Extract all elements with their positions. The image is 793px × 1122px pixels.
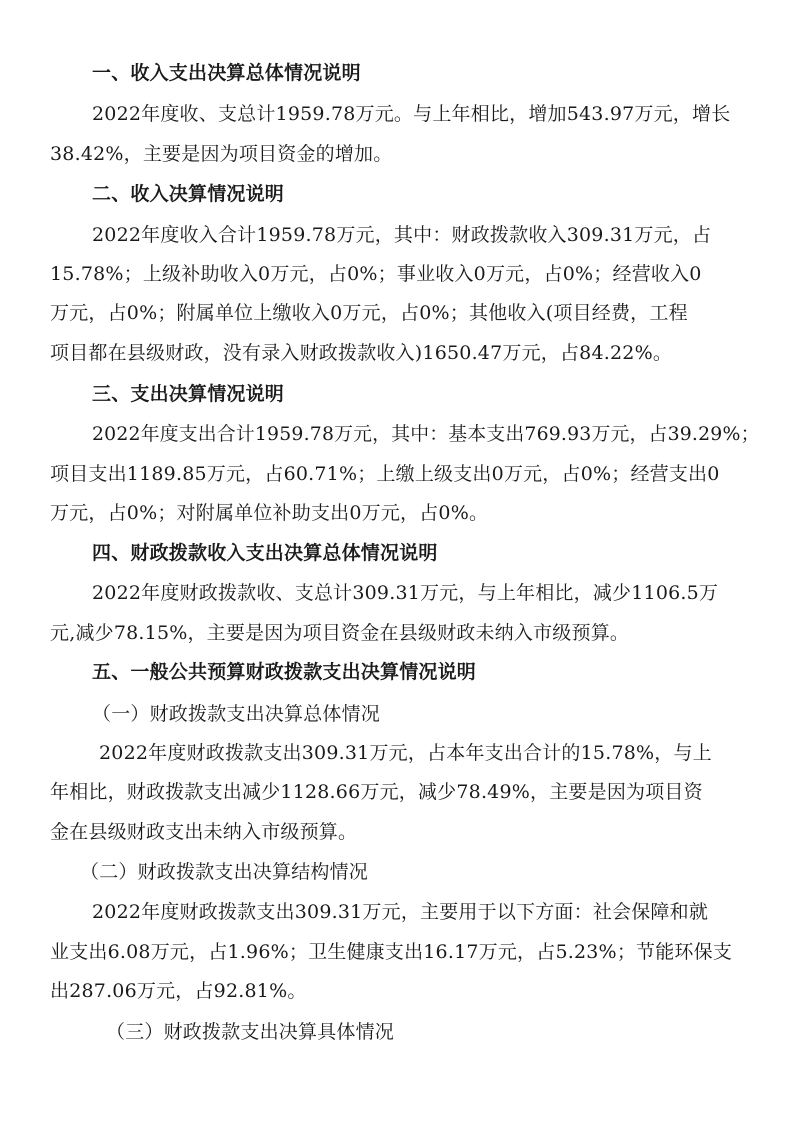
section-5-sub1-paragraph-line-3: 金在县级财政支出未纳入市级预算。 <box>50 821 358 843</box>
section-2-paragraph-line-2: 15.78%；上级补助收入0万元，占0%；事业收入0万元，占0%；经营收入0 <box>50 263 702 285</box>
section-3-heading: 三、支出决算情况说明 <box>92 383 285 405</box>
section-2-paragraph-line-4: 项目都在县级财政，没有录入财政拨款收入)1650.47万元，占84.22%。 <box>50 342 673 364</box>
section-3-paragraph-line-3: 万元，占0%；对附属单位补助支出0万元，占0%。 <box>50 502 489 524</box>
section-5-sub2-paragraph-line-1: 2022年度财政拨款支出309.31万元，主要用于以下方面：社会保障和就 <box>92 901 709 923</box>
section-2-paragraph-line-1: 2022年度收入合计1959.78万元，其中：财政拨款收入309.31万元，占 <box>92 224 712 246</box>
section-5-sub1-paragraph-line-1: 2022年度财政拨款支出309.31万元，占本年支出合计的15.78%，与上 <box>99 742 712 764</box>
section-4-paragraph-line-2: 元,减少78.15%，主要是因为项目资金在县级财政未纳入市级预算。 <box>50 622 630 644</box>
section-1-heading: 一、收入支出决算总体情况说明 <box>92 62 361 84</box>
section-5-sub1-paragraph-line-2: 年相比，财政拨款支出减少1128.66万元，减少78.49%，主要是因为项目资 <box>50 781 703 803</box>
section-1-paragraph-line-1: 2022年度收、支总计1959.78万元。与上年相比，增加543.97万元，增长 <box>92 103 731 125</box>
section-5-subheading-3: （三）财政拨款支出决算具体情况 <box>106 1021 395 1043</box>
section-5-subheading-2: （二）财政拨款支出决算结构情况 <box>80 861 369 883</box>
section-5-subheading-1: （一）财政拨款支出决算总体情况 <box>92 703 381 725</box>
section-1-paragraph-line-2: 38.42%，主要是因为项目资金的增加。 <box>50 143 393 165</box>
section-5-heading: 五、一般公共预算财政拨款支出决算情况说明 <box>92 661 477 683</box>
section-5-sub2-paragraph-line-3: 出287.06万元，占92.81%。 <box>50 980 307 1002</box>
section-2-paragraph-line-3: 万元，占0%；附属单位上缴收入0万元，占0%；其他收入(项目经费，工程 <box>50 302 688 324</box>
section-5-sub2-paragraph-line-2: 业支出6.08万元，占1.96%；卫生健康支出16.17万元，占5.23%；节能环保支 <box>50 941 733 963</box>
section-2-heading: 二、收入决算情况说明 <box>92 183 285 205</box>
section-4-heading: 四、财政拨款收入支出决算总体情况说明 <box>92 542 438 564</box>
section-4-paragraph-line-1: 2022年度财政拨款收、支总计309.31万元，与上年相比，减少1106.5万 <box>92 582 719 604</box>
section-3-paragraph-line-2: 项目支出1189.85万元，占60.71%；上缴上级支出0万元，占0%；经营支出0 <box>50 463 720 485</box>
section-3-paragraph-line-1: 2022年度支出合计1959.78万元，其中：基本支出769.93万元，占39.29%； <box>92 423 760 445</box>
